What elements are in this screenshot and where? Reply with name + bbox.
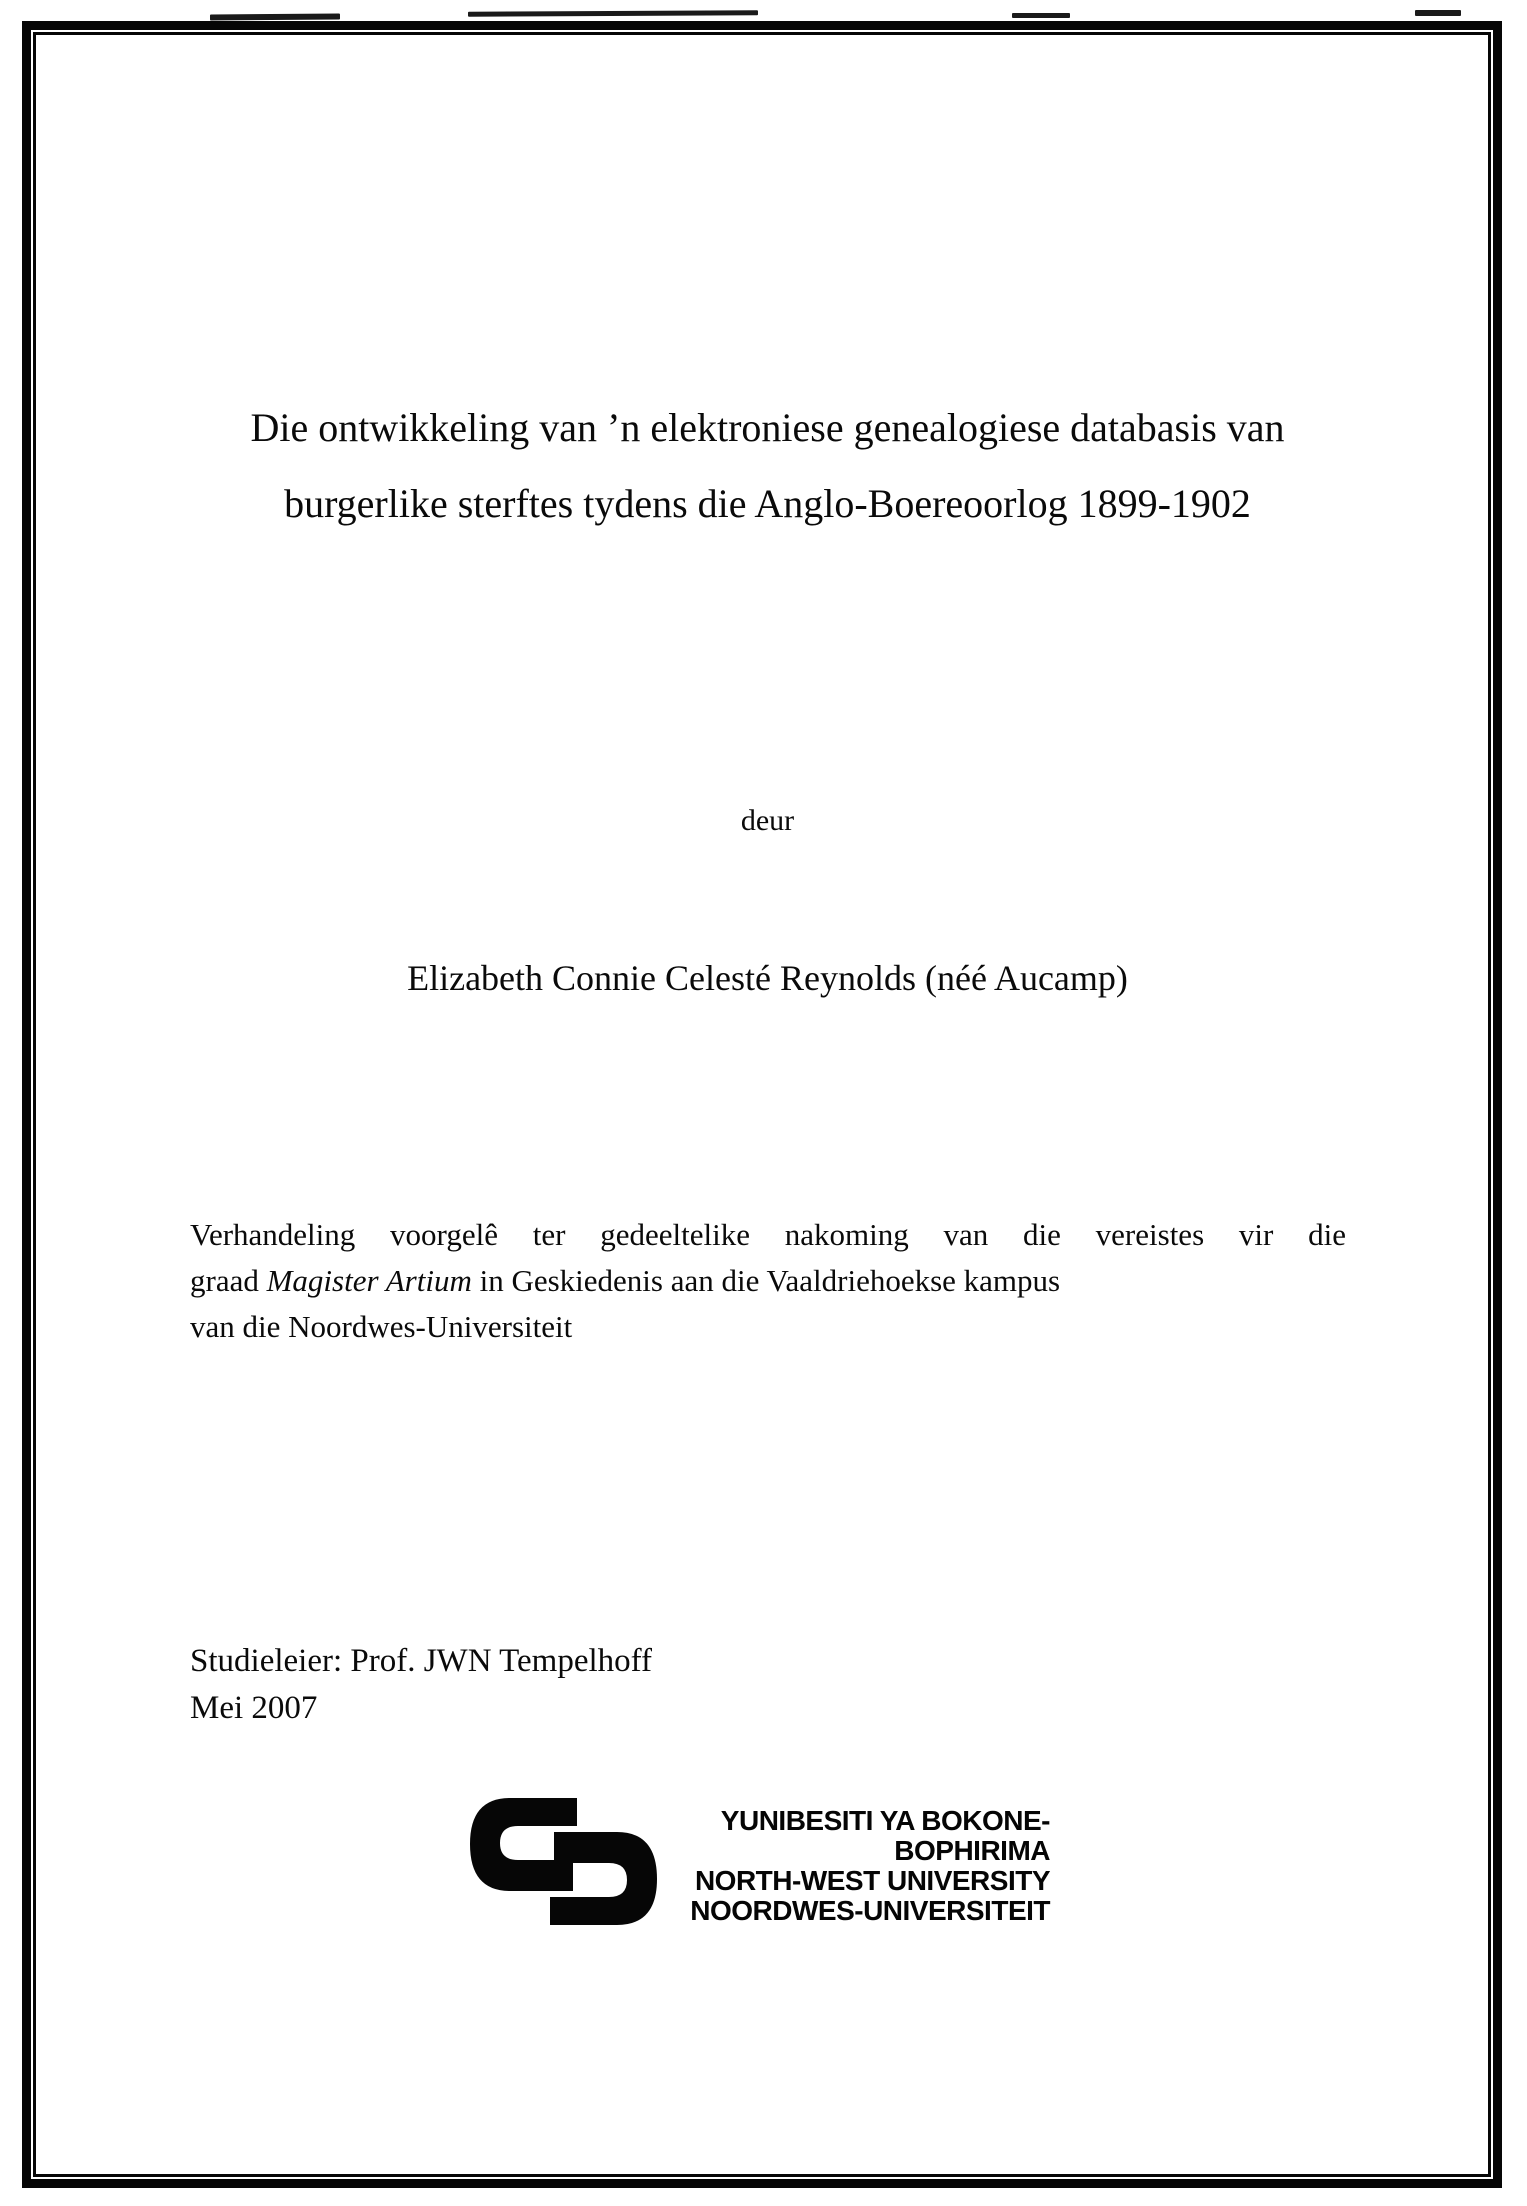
thesis-title — [190, 390, 1345, 542]
university-logo-text — [580, 1806, 1050, 1926]
scan-artifact — [210, 13, 340, 20]
degree-statement-line-2-post: in Geskiedenis aan die Vaaldriehoekse kampus — [479, 1263, 1061, 1298]
scan-artifact — [1012, 13, 1070, 18]
degree-statement-line-3: van die Noordwes-Universiteit — [190, 1309, 573, 1344]
author-name: Elizabeth Connie Celesté Reynolds (néé Aucamp) — [407, 958, 1128, 998]
university-name-english: NORTH-WEST UNIVERSITY — [694, 1865, 1050, 1896]
supervisor-line: Studieleier: Prof. JWN Tempelhoff — [190, 1643, 653, 1679]
degree-statement-line-2-pre: graad — [190, 1263, 259, 1298]
supervisor-block — [190, 1638, 652, 1732]
thesis-title-line-1: Die ontwikkeling van ’n elektroniese genealogiese databasis van — [250, 405, 1285, 450]
degree-statement-line-1: Verhandeling voorgelê ter gedeeltelike nakoming van die vereistes vir die — [190, 1217, 1346, 1252]
date-line: Mei 2007 — [190, 1690, 318, 1726]
scan-artifact — [1415, 10, 1461, 16]
degree-statement-line-2 — [190, 1258, 1346, 1304]
thesis-title-line-2: burgerlike sterftes tydens die Anglo-Boereoorlog 1899-1902 — [284, 481, 1251, 526]
degree-statement — [190, 1212, 1346, 1350]
university-name-afrikaans: NOORDWES-UNIVERSITEIT — [690, 1895, 1050, 1926]
degree-name: Magister Artium — [266, 1263, 472, 1298]
university-logo — [470, 1798, 1070, 1938]
scan-artifact — [468, 10, 758, 17]
university-name-setswana: YUNIBESITI YA BOKONE-BOPHIRIMA — [720, 1805, 1050, 1866]
byline-preposition: deur — [740, 804, 795, 837]
